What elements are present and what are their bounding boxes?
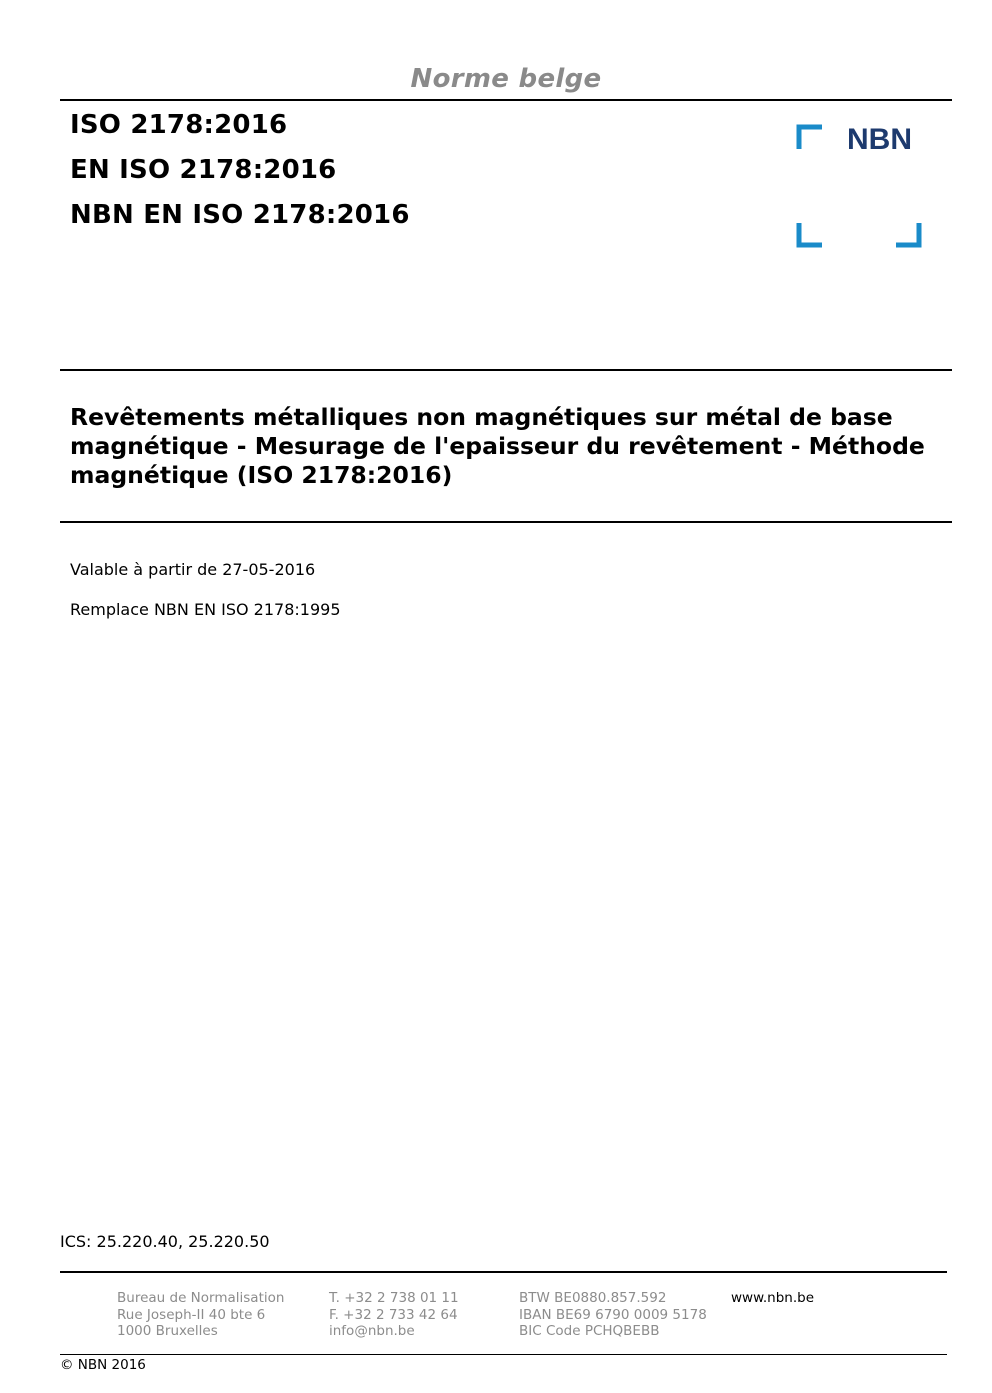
footer-bank-details	[519, 1290, 707, 1340]
nbn-standard-number: NBN EN ISO 2178:2016	[70, 200, 410, 230]
footer-address	[117, 1290, 284, 1340]
phone-number: T. +32 2 738 01 11	[329, 1290, 459, 1306]
footer-bottom-divider	[60, 1354, 947, 1355]
title-line: magnétique (ISO 2178:2016)	[70, 461, 453, 489]
email-link[interactable]: info@nbn.be	[329, 1323, 415, 1339]
address-line: Bureau de Normalisation	[117, 1290, 285, 1306]
logo-corner-bottom-right	[896, 223, 919, 245]
copyright-notice: © NBN 2016	[60, 1357, 146, 1373]
title-line: Revêtements métalliques non magnétiques sur métal de base	[70, 403, 893, 431]
nbn-logo	[796, 124, 922, 248]
logo-corner-top-left	[799, 127, 822, 149]
footer-top-divider	[60, 1271, 947, 1273]
vat-number: BTW BE0880.857.592	[519, 1290, 667, 1306]
iso-standard-number: ISO 2178:2016	[70, 110, 288, 140]
ics-codes: ICS: 25.220.40, 25.220.50	[60, 1232, 270, 1251]
address-line: Rue Joseph-II 40 bte 6	[117, 1306, 266, 1323]
title-top-divider	[60, 369, 952, 371]
replaces-standard: Remplace NBN EN ISO 2178:1995	[70, 600, 341, 619]
header-divider	[60, 99, 952, 101]
footer-contact	[329, 1290, 459, 1340]
address-line: 1000 Bruxelles	[117, 1323, 218, 1339]
iban-number: IBAN BE69 6790 0009 5178	[519, 1306, 707, 1323]
logo-text: NBN	[847, 124, 912, 156]
fax-number: F. +32 2 733 42 64	[329, 1306, 458, 1323]
valid-from-date: Valable à partir de 27-05-2016	[70, 560, 316, 579]
title-bottom-divider	[60, 521, 952, 523]
website-link[interactable]: www.nbn.be	[731, 1290, 815, 1306]
en-standard-number: EN ISO 2178:2016	[70, 155, 337, 185]
logo-corner-bottom-left	[799, 223, 822, 245]
document-title	[70, 403, 930, 490]
bic-code: BIC Code PCHQBEBB	[519, 1323, 660, 1339]
document-type-label: Norme belge	[410, 64, 602, 94]
title-line: magnétique - Mesurage de l'epaisseur du revêtement - Méthode	[70, 432, 925, 460]
